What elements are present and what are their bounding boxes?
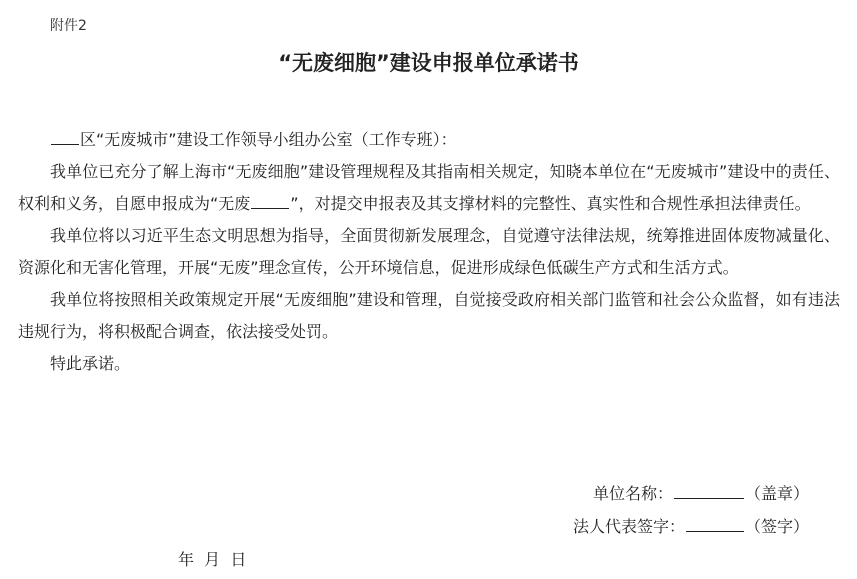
unit-name-blank[interactable] [674,480,744,499]
paragraph-1-part-2: ”，对提交申报表及其支撑材料的完整性、真实性和合规性承担法律责任。 [290,194,811,213]
legal-rep-label: 法人代表签字： [572,517,685,536]
legal-rep-line [573,513,809,541]
district-blank[interactable] [51,126,79,145]
legal-rep-suffix: （签字） [744,517,809,536]
letter-body [18,124,840,380]
document-title: “无废细胞”建设申报单位承诺书 [278,51,579,75]
paragraph-2: 我单位将以习近平生态文明思想为指导，全面贯彻新发展理念，自觉遵守法律法规，统筹推进固体废物减量化、资源化和无害化管理，开展“无废”理念宣传，公开环境信息，促进形成绿色低碳生产方式和生活方式。 [18,226,840,277]
date-line: 年 月 日 [178,550,247,569]
unit-name-suffix: （盖章） [744,484,809,503]
salutation-text: 区“无废城市”建设工作领导小组办公室（工作专班）： [80,130,457,149]
legal-rep-blank[interactable] [686,513,744,532]
paragraph-4: 特此承诺。 [50,354,131,373]
unit-name-line [593,480,809,508]
paragraph-1 [18,156,840,220]
salutation [18,124,840,156]
paragraph-3: 我单位将按照相关政策规定开展“无废细胞”建设和管理，自觉接受政府相关部门监管和社会公众监督，如有违法违规行为，将积极配合调查，依法接受处罚。 [18,290,840,341]
attachment-label: 附件2 [50,18,87,34]
unit-name-label: 单位名称： [592,484,673,503]
type-blank[interactable] [251,190,289,209]
paragraph-1-part-1: 我单位已充分了解上海市“无废细胞”建设管理规程及其指南相关规定，知晓本单位在“无废城市”建设中的责任、权利和义务，自愿申报成为“无废 [18,162,840,213]
